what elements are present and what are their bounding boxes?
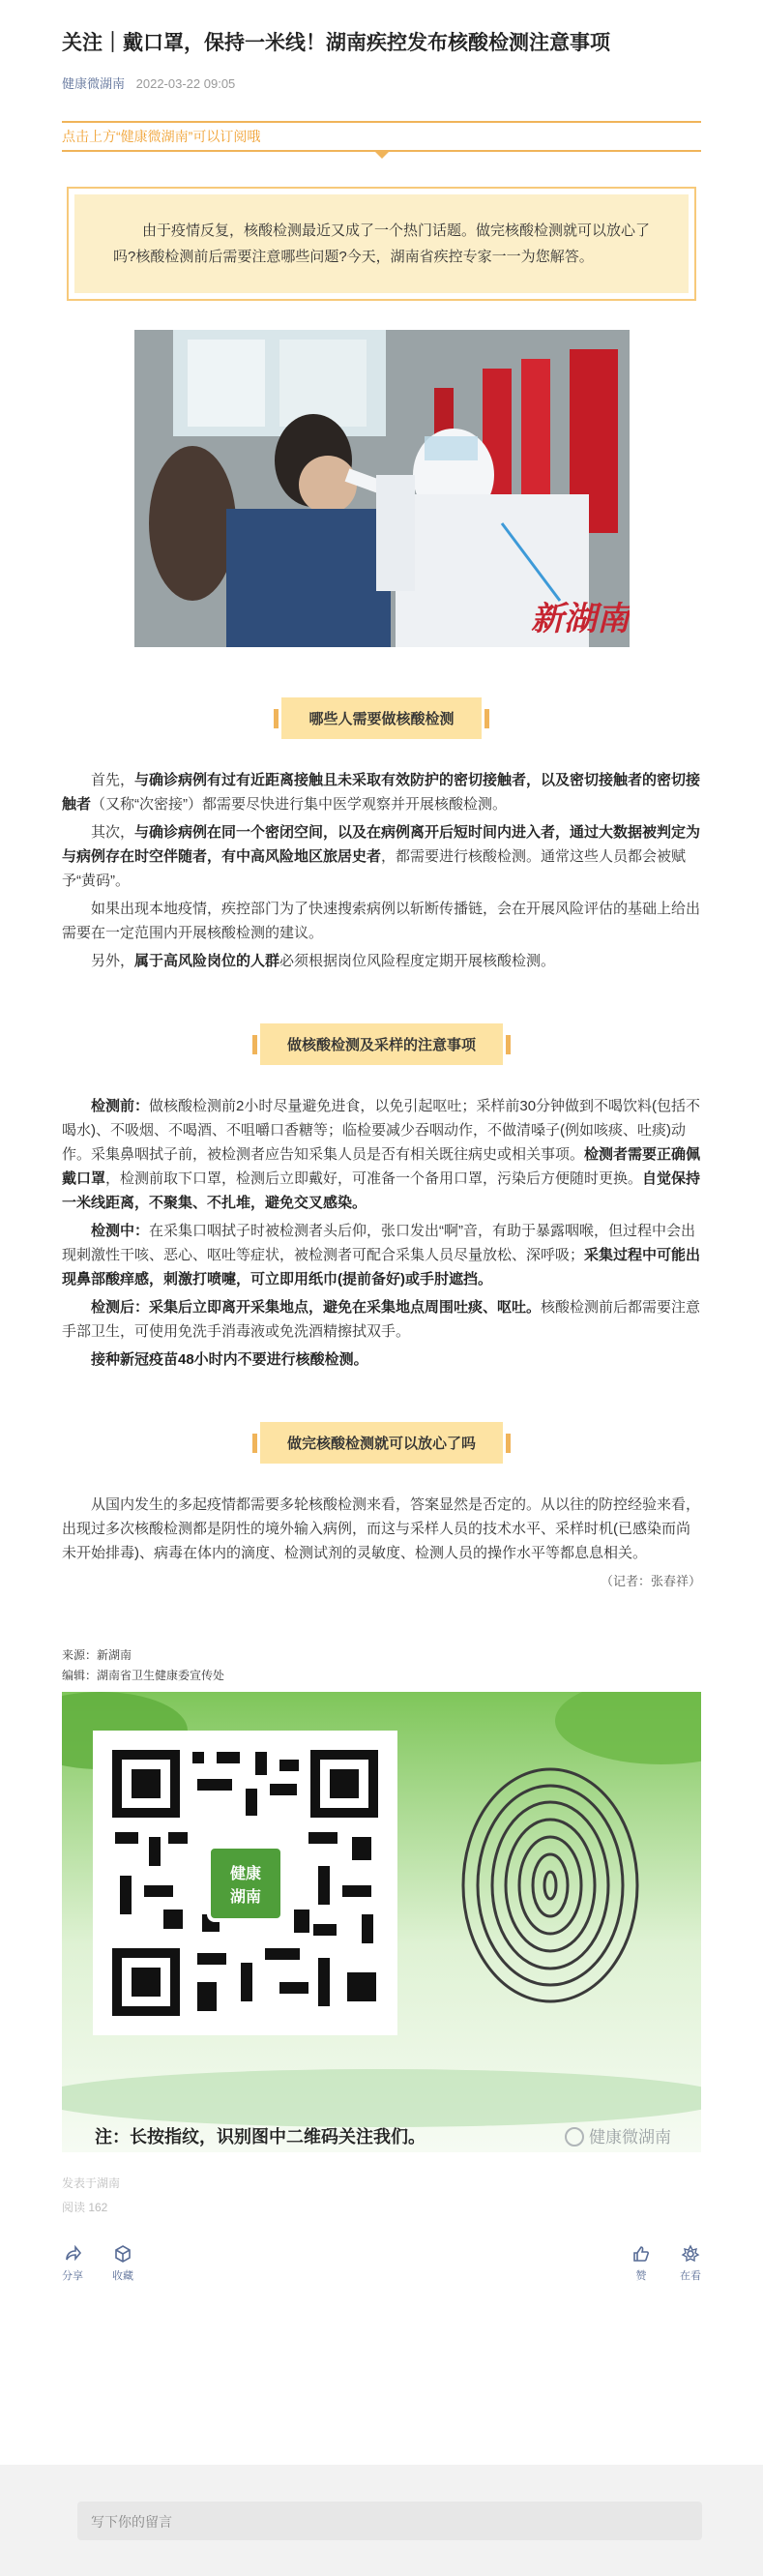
paragraph-before: 检测前：做核酸检测前2小时尽量避免进食，以免引起呕吐；采样前30分钟做到不喝饮料(包括不喝水)、不吸烟、不喝酒、不咀嚼口香糖等；临检要减少吞咽动作，不做清嗓子(例如咳痰、吐痰)动作。采集鼻咽拭子前，被检测者应告知采集人员是否有相关既往病史或相关事项。检测者需要正确佩戴口罩，检测前取下口罩，检测后立即戴好，可准备一个备用口罩，污染后方便随时更换。自觉保持一米线距离，不聚集、不扎堆，避免交叉感染。 xyxy=(62,1098,701,1211)
paragraph-during: 检测中：在采集口咽拭子时被检测者头后仰，张口发出“啊”音，有助于暴露咽喉，但过程中会出现刺激性干咳、恶心、呕吐等症状，被检测者可配合采集人员尽量放松、深呼吸；采集过程中可能出现鼻部酸痒感，刺激打喷嚏，可立即用纸巾(提前备好)或手肘遮挡。 xyxy=(62,1223,701,1288)
source-line: 来源：新湖南 xyxy=(62,1648,132,1662)
paragraph: 从国内发生的多起疫情都需要多轮核酸检测来看，答案显然是否定的。从以往的防控经验来看，出现过多次核酸检测都是阴性的境外输入病例，而这与采样人员的技术水平、采样时机(已感染而尚未开始排毒)、病毒在体内的滴度、检测试剂的灵敏度、检测人员的操作水平等都息息相关。 xyxy=(62,1496,701,1561)
section-title: 做完核酸检测就可以放心了吗 xyxy=(260,1422,503,1464)
banner-illustration xyxy=(62,1692,701,2152)
intro-box xyxy=(67,187,696,301)
editor-line: 编辑：湖南省卫生健康委宣传处 xyxy=(62,1669,225,1682)
paragraph: 如果出现本地疫情，疾控部门为了快速搜索病例以斩断传播链，会在开展风险评估的基础上给出需要在一定范围内开展核酸检测的建议。 xyxy=(62,901,701,941)
thumbs-up-icon xyxy=(631,2244,651,2264)
section-heading-who xyxy=(62,697,701,739)
collect-button[interactable] xyxy=(112,2244,133,2283)
section-heading-notes xyxy=(62,1023,701,1065)
follow-hint-bar xyxy=(62,121,701,152)
share-label: 分享 xyxy=(62,2270,83,2282)
section-heading-safe xyxy=(62,1422,701,1464)
section-notes-body xyxy=(62,1094,701,1372)
qr-logo-line1: 健康 xyxy=(229,1864,262,1882)
follow-hint-text: 点击上方“健康微湖南”可以订阅哦 xyxy=(62,129,261,144)
paragraph: 首先，与确诊病例有过有近距离接触且未采取有效防护的密切接触者，以及密切接触者的密切接触者（又称“次密接”）都需要尽快进行集中医学观察并开展核酸检测。 xyxy=(62,772,701,813)
follow-qr-banner[interactable] xyxy=(62,1692,701,2152)
article-stats xyxy=(62,2172,701,2220)
comment-input[interactable]: 写下你的留言 xyxy=(77,2502,702,2540)
wow-button[interactable] xyxy=(680,2244,701,2283)
like-label: 赞 xyxy=(635,2270,647,2282)
banner-caption: 注：长按指纹，识别图中二维码关注我们。 xyxy=(95,2127,426,2147)
qr-logo-line2: 湖南 xyxy=(229,1887,262,1906)
collect-label: 收藏 xyxy=(112,2270,133,2282)
account-name-link[interactable]: 健康微湖南 xyxy=(62,76,126,91)
article-meta xyxy=(62,74,701,92)
cube-icon xyxy=(113,2244,132,2264)
nucleic-test-photo[interactable] xyxy=(134,330,630,647)
read-count: 阅读 162 xyxy=(62,2201,108,2214)
wow-label: 在看 xyxy=(680,2270,701,2282)
like-button[interactable] xyxy=(631,2244,651,2283)
comment-area xyxy=(0,2465,763,2576)
section-title: 哪些人需要做核酸检测 xyxy=(281,697,481,739)
article-title: 关注｜戴口罩，保持一米线！湖南疾控发布核酸检测注意事项 xyxy=(62,32,610,54)
flower-icon xyxy=(681,2244,700,2264)
section-who-body xyxy=(62,768,701,973)
banner-logo-text: 健康微湖南 xyxy=(589,2128,671,2147)
intro-text: 由于疫情反复，核酸检测最近又成了一个热门话题。做完核酸检测就可以放心了吗?核酸检测前后需要注意哪些问题?今天，湖南省疾控专家一一为您解答。 xyxy=(74,194,689,293)
section-title: 做核酸检测及采样的注意事项 xyxy=(260,1023,503,1065)
share-icon xyxy=(63,2244,82,2264)
published-location: 发表于湖南 xyxy=(62,2176,121,2190)
source-info xyxy=(62,1645,701,1686)
paragraph: 另外，属于高风险岗位的人群必须根据岗位风险程度定期开展核酸检测。 xyxy=(91,953,556,969)
paragraph: 其次，与确诊病例在同一个密闭空间，以及在病例离开后短时间内进入者，通过大数据被判定为与病例存在时空伴随者，有中高风险地区旅居史者，都需要进行核酸检测。通常这些人员都会被赋予“黄码”。 xyxy=(62,824,701,889)
photo-illustration xyxy=(134,330,630,647)
publish-date: 2022-03-22 09:05 xyxy=(135,76,236,91)
article-actions xyxy=(62,2244,701,2283)
paragraph-vaccine: 接种新冠疫苗48小时内不要进行核酸检测。 xyxy=(91,1351,368,1368)
follow-bar-triangle-icon xyxy=(375,152,389,159)
photo-watermark: 新湖南 xyxy=(530,600,630,638)
paragraph-after: 检测后：采集后立即离开采集地点，避免在采集地点周围吐痰、呕吐。核酸检测前后都需要注意手部卫生，可使用免洗手消毒液或免洗酒精擦拭双手。 xyxy=(62,1299,701,1340)
section-safe-body xyxy=(62,1493,701,1589)
reporter-credit: （记者：张春祥） xyxy=(600,1574,701,1588)
share-button[interactable] xyxy=(62,2244,83,2283)
